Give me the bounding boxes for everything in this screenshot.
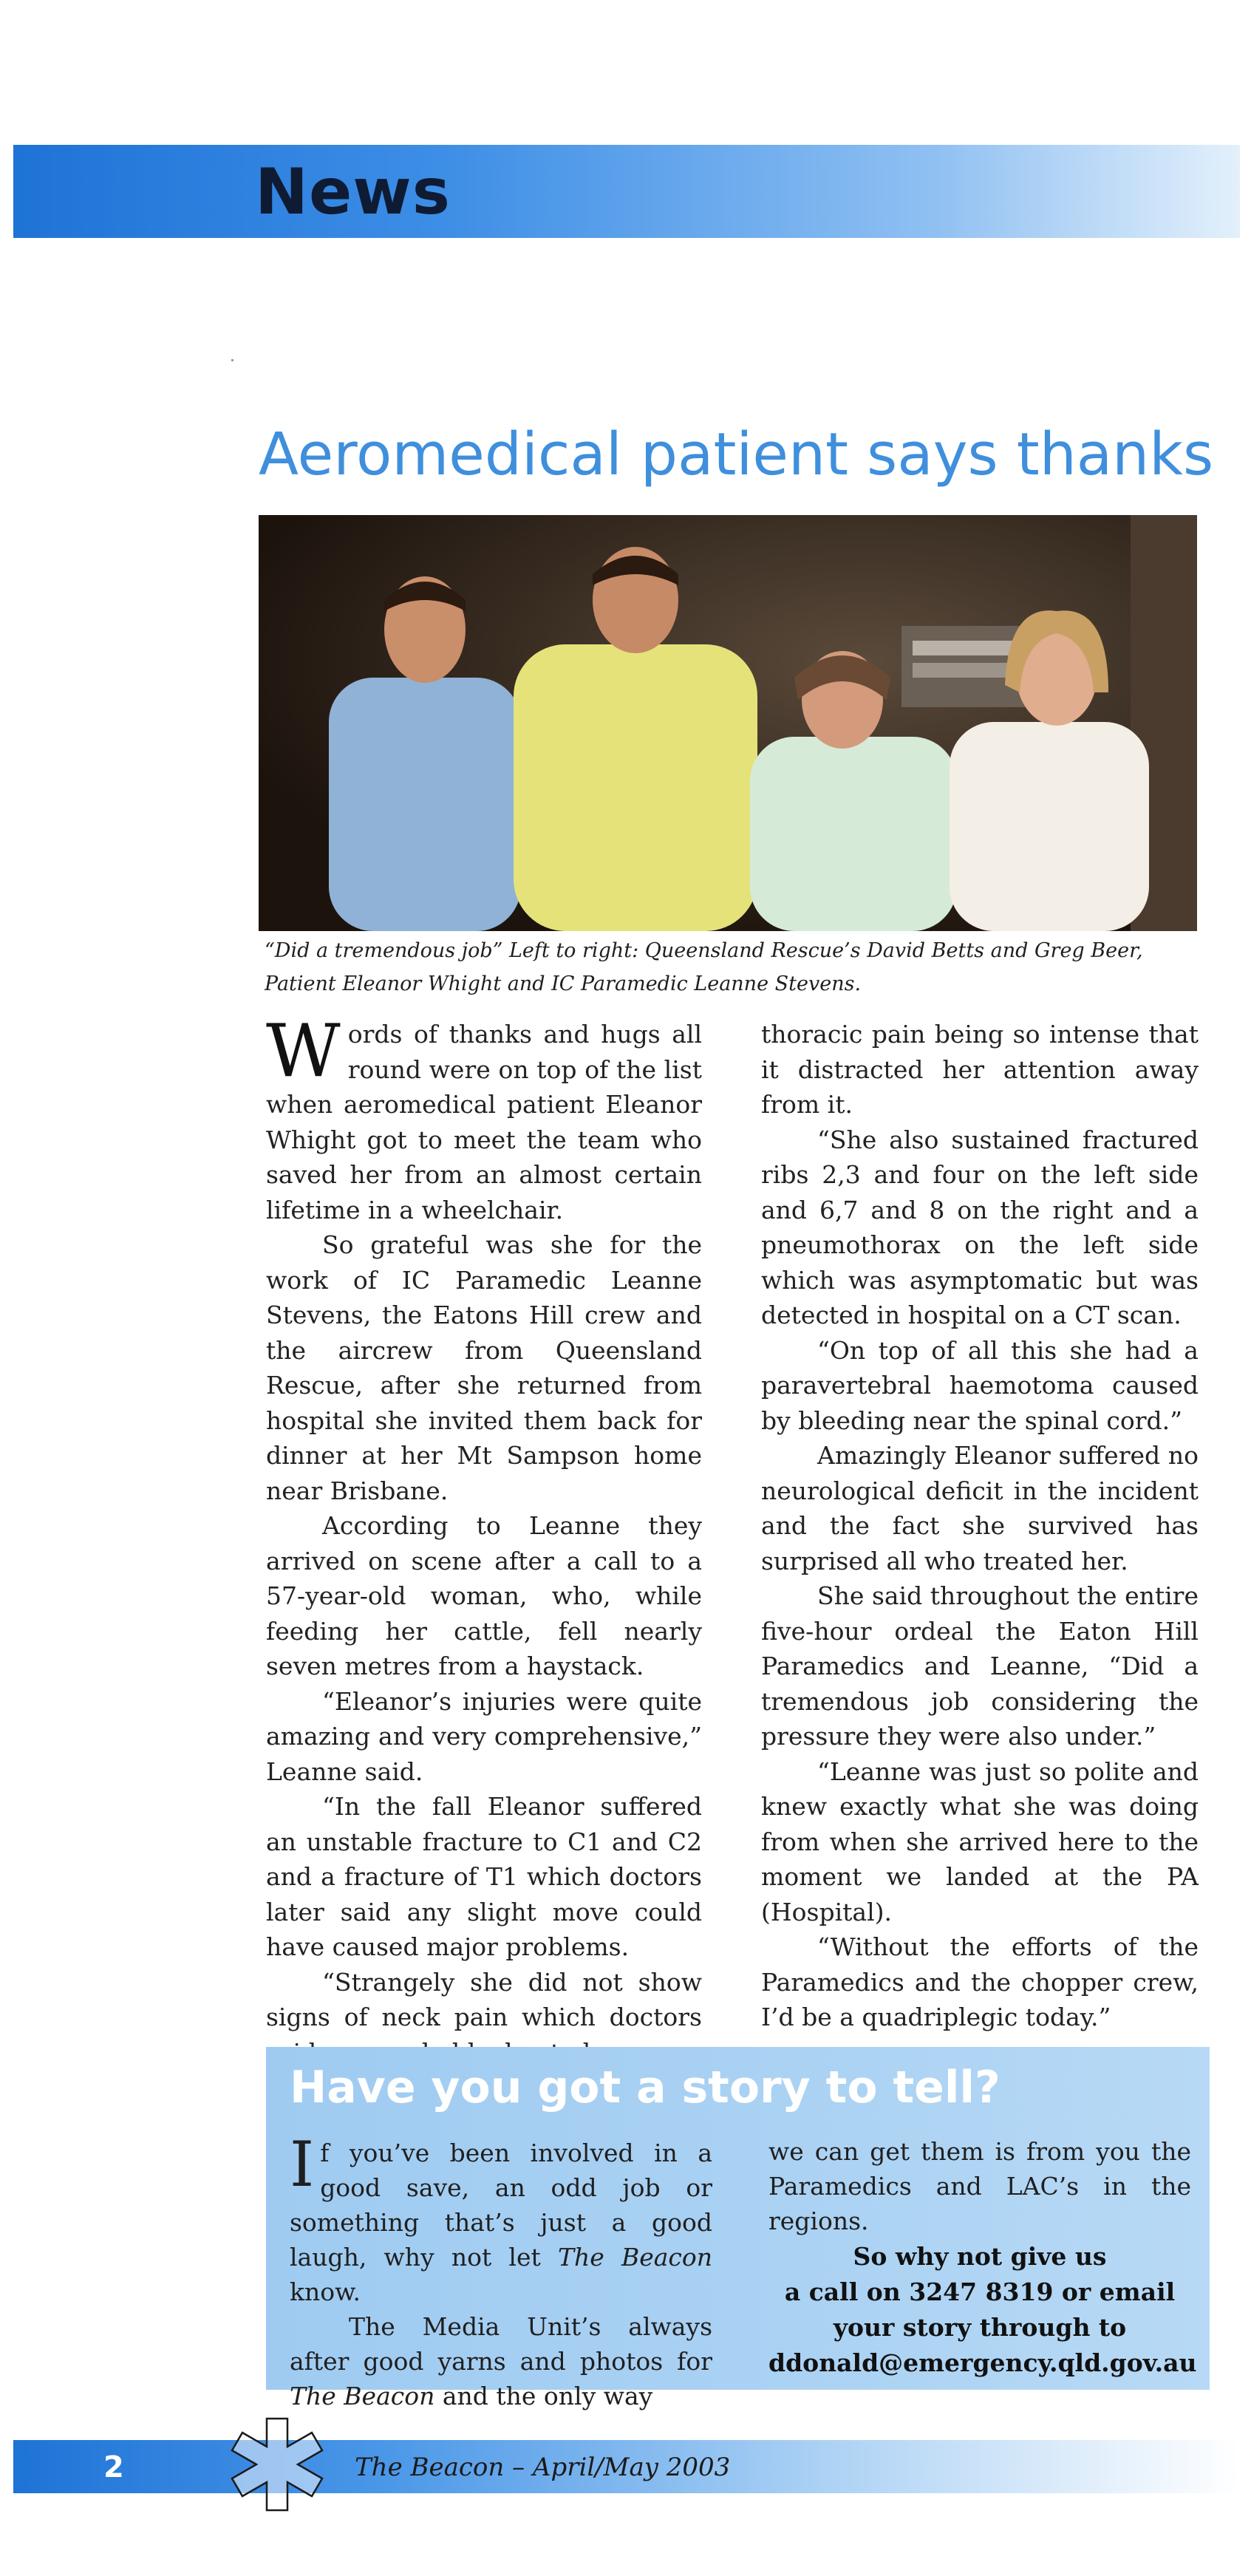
story-box-column-left <box>290 2128 713 2413</box>
article-paragraph: “Without the efforts of the Paramedics and the chopper crew, I’d be a quadriplegic today.” <box>761 1932 1199 2031</box>
article-paragraph: “Strangely she did not show signs of neck pain which doctors <box>266 1967 702 2031</box>
article-paragraph: “On top of all this she had a paravertebral haemotoma caused by bleeding near the spinal cord.” <box>761 1335 1199 1435</box>
paragraph-text: know. <box>290 2277 361 2306</box>
paragraph-text: f you’ve been involved in a good save, an odd job or something that’s just a good laugh, why not let <box>290 2139 712 2272</box>
section-banner <box>13 145 1240 238</box>
article-paragraph: Amazingly Eleanor suffered no neurological deficit in the incident and the fact she survived has surprised all who treated her. <box>761 1441 1199 1575</box>
article-column-right <box>761 1017 1199 2035</box>
story-box-paragraph <box>290 2309 712 2413</box>
contact-email[interactable]: ddonald@emergency.qld.gov.au <box>768 2348 1197 2377</box>
article-paragraph: “In the fall Eleanor suffered an unstable fracture to C1 and C2 and a fracture of T1 which doctors later said any slight move could have caused major problems. <box>266 1792 702 1961</box>
story-box-paragraph: we can get them is from you the Paramedics and LAC’s in the regions. <box>768 2137 1191 2235</box>
article-paragraph: “Eleanor’s injuries were quite amazing and very comprehensive,” Leanne said. <box>266 1686 702 1786</box>
page-number: 2 <box>103 2450 124 2484</box>
publication-name: The Beacon <box>290 2382 435 2410</box>
paragraph-text: ords of thanks and hugs all round were on top of the list when aeromedical patient Eleanor Whight got to meet the team who saved her from an almost certain lifetime in a wheelchair. <box>266 1020 702 1224</box>
contact-line: a call on 3247 8319 or email <box>784 2277 1176 2306</box>
story-box-contact <box>768 2239 1197 2381</box>
article-paragraph: She said throughout the entire five-hour ordeal the Eaton Hill Paramedics and Leanne, “Did a tremendous job considering the pressure they were also under.” <box>761 1581 1199 1751</box>
story-box-paragraph <box>290 2128 713 2309</box>
paragraph-text: and the only way <box>434 2382 653 2410</box>
article-paragraph: “She also sustained fractured ribs 2,3 and four on the left side and 6,7 and 8 on the right and a pneumothorax on the left side which was asymptomatic but was detected in hospital on a CT scan. <box>761 1125 1199 1329</box>
star-of-life-icon <box>222 2409 333 2520</box>
article-paragraph: So grateful was she for the work of IC Paramedic Leanne Stevens, the Eatons Hill crew and the aircrew from Queensland Rescue, after she returned from hospital she invited them back for dinner at her Mt Sampson home near Brisbane. <box>266 1230 702 1505</box>
photo-caption-line: Patient Eleanor Whight and IC Paramedic Leanne Stevens. <box>265 972 862 995</box>
article-paragraph: thoracic pain being so intense that it distracted her attention away from it. <box>761 1020 1199 1119</box>
paragraph-text: The Media Unit’s always after good yarns and photos for <box>290 2312 712 2376</box>
photo-caption-line: “Did a tremendous job” Left to right: Queensland Rescue’s David Betts and Greg Beer, <box>265 939 1143 962</box>
story-box-column-right <box>768 2134 1191 2238</box>
drop-cap: W <box>266 1009 341 1094</box>
story-box-title: Have you got a story to tell? <box>290 2062 1001 2113</box>
section-label: News <box>255 155 451 229</box>
article-column-left <box>266 1009 702 2070</box>
contact-line: your story through to <box>833 2313 1127 2342</box>
contact-line: So why not give us <box>853 2242 1107 2271</box>
publication-name: The Beacon <box>557 2243 713 2272</box>
article-headline: Aeromedical patient says thanks <box>259 420 1214 488</box>
article-photo <box>259 515 1197 931</box>
article-paragraph <box>266 1009 702 1227</box>
publication-issue: The Beacon – April/May 2003 <box>355 2453 731 2482</box>
article-paragraph: “Leanne was just so polite and knew exactly what she was doing from when she arrived here to the moment we landed at the PA (Hospital). <box>761 1756 1199 1926</box>
photo-caption <box>265 934 1203 1001</box>
print-speck <box>231 359 234 361</box>
drop-cap: I <box>290 2128 315 2201</box>
article-paragraph: According to Leanne they arrived on scene after a call to a 57-year-old woman, who, while feeding her cattle, fell nearly seven metres from a haystack. <box>266 1511 702 1680</box>
